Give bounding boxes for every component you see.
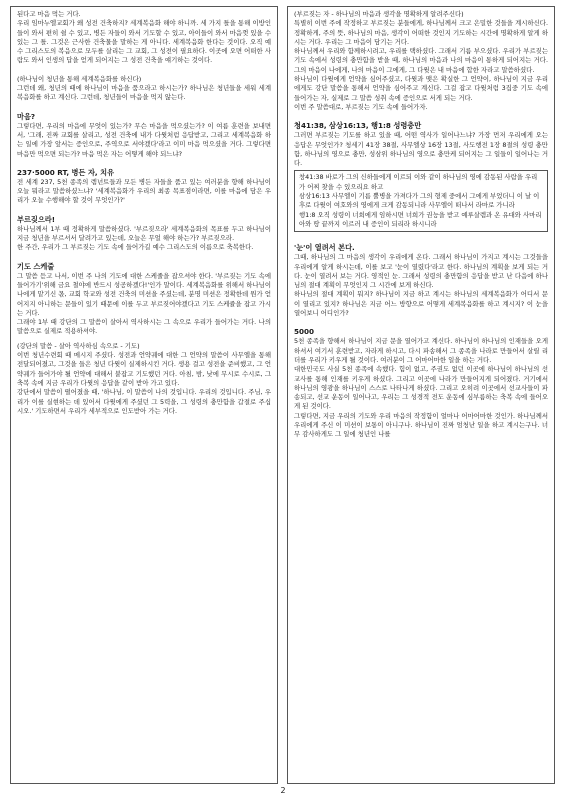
verse: 삼상16:13 사무엘이 기름 뿔병을 가져다가 그의 형제 중에서 그에게 부었더니 이 날 이후로 다윗이 여호와의 영에게 크게 감동되니라 사무엘이 떠나서 라마로 가니라 <box>299 192 540 210</box>
verse: 창41:38 바로가 그의 신하들에게 이르되 이와 같이 하나님의 영에 감동된 사람을 우리가 어찌 찾을 수 있으리요 하고 <box>299 173 538 191</box>
verse: 행1:8 오직 성령이 너희에게 임하시면 너희가 권능을 받고 예루살렘과 온 유대와 사마리아와 땅 끝까지 이르러 내 증인이 되리라 하시니라 <box>299 210 542 228</box>
paragraph: 특별히 이번 주에 작정하고 부르짖는 분들에게, 하나님께서 크고 은밀한 것들을 계시하신다. 정확하게, 주의 뜻, 하나님의 마음, 생각이 어떠한 것인지 기도하는 시간에 명확하게 알게 하시는 거다. 우리는 그 마음이 담기는 거다. <box>294 19 548 46</box>
section-heading: 부르짖으라! <box>17 214 55 224</box>
section-heading: 기도 스케줄 <box>17 261 55 271</box>
paragraph: 이번 주 말씀대로, 부르짖는 기도 속에 들어가자. <box>294 102 428 111</box>
section-heading: 청41:38, 삼상16:13, 행1:8 성령충만 <box>294 121 422 131</box>
paragraph: 우리 임마누엘교회가 왜 성전 건축하지? 세계복음화 해야 하니까. 세 가지 틀을 통해 이방인들이 와서 편히 쉴 수 있고, 병든 자들이 와서 기도할 수 있고, 아이들이 와서 마음껏 있을 수 있는 그 틀. 그것은 근사한 건축물을 말하는 게 아니다. 세계복음화 한다는 것이다. 오직 예수 그리스도의 복음으로 모두를 살리는 그 교회, 그 성전이 필요하다. 이곳에 오면 어떠한 사람도 와서 인생의 답을 얻게 되어지는 그 성전 건축을 얘기하는 것이다. <box>17 19 271 65</box>
paragraph: 그래야 1부 때 강단의 그 말씀이 살아서 역사하시는 그 속으로 우리가 들어가는 거다. 나의 말씀으로 실제로 적용하셔야. <box>17 318 271 336</box>
section-subtitle: (부르짖는 자 - 하나님의 마음과 생각을 명확하게 알려주신다) <box>294 10 464 18</box>
section-subtitle: (강단의 말씀 - 살아 역사하심 속으로 - 기도) <box>17 341 140 350</box>
paragraph: 이번 청년수련회 때 메시지 주셨다. 성전과 언약궤에 대한 그 언약의 말씀이 사무엘을 통해 전달되어졌고, 그것을 들은 청년 다윗이 실제하시킨 거다. 생용 걸고 성전을 준비했고, 그 언약궤가 들어가야 될 언약에 대해서 붙잡고 기도했던 거다. 아침, 밤, 낮에 무시로 수시로, 그 축복 속에 지금 우리가 다윗의 응답을 같이 받아 가고 있다. <box>17 351 271 387</box>
paragraph: 한 주간, 우리가 그 부르짖는 기도 속에 들어가길 예수 그리스도의 이름으로 축복한다. <box>17 243 254 252</box>
section-heading: '눈'이 열려서 본다. <box>294 243 355 253</box>
paragraph: 강단에서 말씀이 떨어졌을 때, '하나님, 이 말씀이 나의 것입니다. 우리의 것입니다. 주님, 우리가 이를 실현하는 데 있어서 다윗에게 주셨던 그 5력을, 그 성령의 충만함을 갑절로 주십시오.' 기도하면서 우리가 세부적으로 인도받아 가는 거다. <box>17 388 271 415</box>
paragraph: 전 세계 237, 5천 종족의 렘넌트들과 모든 병든 자들을 품고 있는 여러분을 향해 하나님이 오늘 뭐라고 말씀하셨느냐? '세계복음화가 우리의 최종 목표점이라면, 이를 마음에 담은 우리가 오늘 수행해야 할 것이 무엇인가?' <box>17 177 271 205</box>
section-heading: 마음? <box>17 111 36 121</box>
section-heading: 5000 <box>294 327 315 337</box>
paragraph: 그러면 부르짖는 기도를 하고 있을 때, 어떤 역사가 일어나느냐? 가장 먼저 우리에게 오는 응답은 무엇인가? 청세기 41장 38절, 사무엘상 16장 13절, 사도행전 1장 8절의 성령 충만함, 하나님의 영으로 충만, 성삼위 하나님의 영으로 충만케 되어지는 그 일들이 일어나는 거다. <box>294 131 548 168</box>
paragraph: 5천 종족을 향해서 하나님이 지금 문을 열어가고 계신다. 하나님이 하나님의 인재들을 오게 하셔서 여기서 훈련받고, 자라게 하시고, 다시 파송해서 그 종족을 나라로 만들어서 살릴 리더를 우리가 키우게 될 것이다. 여러분이 그 어마어마한 일을 하는 거다. <box>294 337 548 364</box>
section-subtitle: (하나님이 청년을 통해 세계복음화를 하신다) <box>17 74 142 83</box>
right-column <box>287 6 555 784</box>
paragraph: 하나님이 다윗에게 언약을 심어주셨고, 다윗과 맺은 확실한 그 언약이, 하나님이 지금 우리에게도 강단 말씀을 통해서 언약을 심어주고 계신다. 그걸 잡고 다윗처럼 3집중 기도 속에 들어가는 자, 실제로 그 말씀 성취 속에 증인으로 서게 되는 거다. <box>294 75 548 102</box>
paragraph: 그 말씀 듣고 나서, 이번 주 나의 기도에 대한 스케줄을 잡으셔야 한다. '부르짖는 기도 속에 들어가기'위해 금요 철야에 반드시 성공하겠다!'인가 말이다. 세계복음화를 위해서 하나님이 나에게 맡기신 몫, 교회 학교와 성전 건축의 미션을 주셨는데, 분명 미션은 정확한데 뭔가 얻어지지 아니하는 문들이 있기 때문에 이를 두고 부르짖어야겠다고 기도 스케쥴을 잡고 가시는 거다. <box>17 271 271 317</box>
page-number: 2 <box>280 786 286 795</box>
scripture-box <box>294 170 548 232</box>
paragraph: 그렇다면, 우리의 마음에 무엇이 있는가? 무슨 마음을 먹으셨는가? 이 여름 훈련을 보내면서, '그래, 진짜 교회를 살리고, 성전 건축에 내가 다윗처럼 응답받고, 그리고 세계복음화 하는 일에 가장 앞서는 증인으로, 주역으로 서야겠다'라고 이미 마음 먹으셨을 거다. 그렇다면 마음만 먹으면 되는가? 마음 먹은 자는 어떻게 해야 되느냐? <box>17 121 271 158</box>
bulletin-page <box>10 6 556 784</box>
paragraph: 그때, 하나님의 그 마음의 생각이 우리에게 온다. 그래서 하나님이 가지고 계시는 그것들을 우리에게 알게 하시는데, 이를 보고 '눈이 열렸다'라고 한다. 하나님의 계획을 보게 되는 거다. 눈이 열려서 보는 거다. 영적인 눈. 그래서 성령의 충만함의 응답을 받고 난 다음에 하나님의 절대 계획이 무엇인지 그 시간에 보게 하신다. <box>294 253 548 290</box>
paragraph: 그런데 왜, 청년의 때에 하나님이 마음을 품으라고 하시는가? 하나님은 청년들을 세워 세계복음화를 하고 계신다. 그런데, 청년들이 마음을 먹지 않는다. <box>17 84 271 102</box>
paragraph: 대한민국도 사실 5천 종족에 속했다. 힘이 없고, 주권도 없던 이곳에 하나님이 하나님의 선교사를 통해 인재를 키우게 하셨다. 그리고 이곳에 나라가 만들어지게 되어졌다. 거기에서 하나님의 영광을 하나님이 스스로 나타나게 하셨다. 그리고 오히려 이곳에서 선교사들이 파송되고, 선교 운동이 일어나고, 우리는 그 성경적 전도 운동에 심부름하는 축복 속에 들어오게 된 것이다. <box>294 365 548 411</box>
paragraph: 하나님께서 우리와 함께하시려고, 우리를 택하셨다. 그래서 기름 부으셨다. 우리가 부르짖는 기도 속에서 성령의 충만함을 받을 때, 하나님의 마음과 나의 마음이 통하게 되어지는 거다. 그의 마음이 나에게, 나의 마음이 그에게, 그 다윗은 내 마음에 합한 자라고 말씀하셨다. <box>294 47 548 74</box>
paragraph: 하나님께서 1부 때 정확하게 말씀하셨다. '부르짖으라' 세계복음화의 목표를 두고 하나님이 지금 청년을 부르셔서 달려가고 있는데, 오늘은 무얼 해야 하는가? 부르짖으라. <box>17 224 271 243</box>
paragraph: 된다고 마음 먹는 거다. <box>17 10 81 18</box>
left-column <box>10 6 278 784</box>
paragraph: 하나님의 절대 계획이 뭐지? 하나님이 지금 하고 계시는 하나님의 세계복음화가 어디서 문이 열리고 있지? 하나님은 지금 어느 방향으로 어떻게 세계복음화를 하고 계시지? 이 눈을 열어보니 어디인가? <box>294 290 548 318</box>
paragraph: 그렇다면, 지금 우리의 기도와 우리 마음의 작정함이 얼마나 어마어마한 것인가. 하나님께서 우리에게 주신 이 미션이 보통이 아니구나. 하나님이 진짜 엄청난 일을 하고 계시는구나. 너무 감사하게도 그 일에 청년인 나를 <box>294 411 548 439</box>
section-heading: 237·5000 RT, 병든 자, 치유 <box>17 167 115 177</box>
